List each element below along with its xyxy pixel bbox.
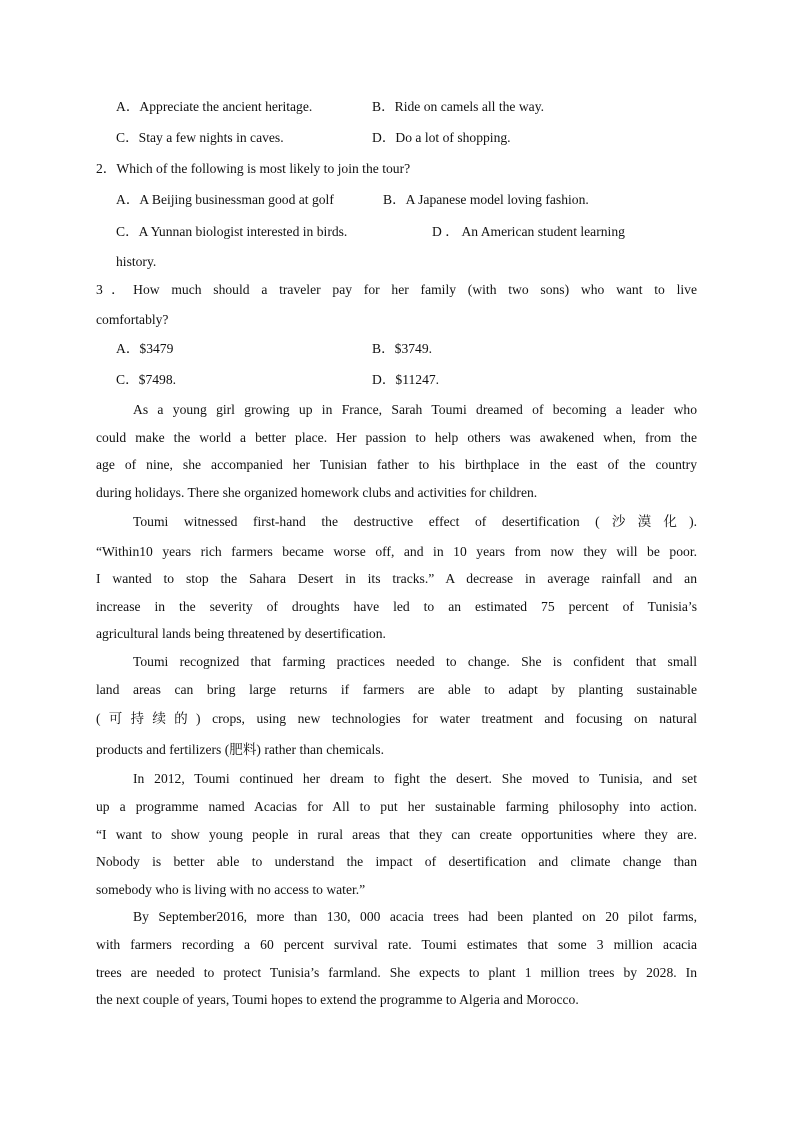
passage-p5-line-2: with farmers recording a 60 percent survival rate. Toumi estimates that some 3 million acacia <box>96 937 697 952</box>
q1-option-a: A．Appreciate the ancient heritage. <box>116 99 313 114</box>
passage-p1-line-3: age of nine, she accompanied her Tunisian father to his birthplace in the east of the country <box>96 457 697 472</box>
passage-p4-line-3: “I want to show young people in rural areas that they can create opportunities where they are. <box>96 827 697 842</box>
passage-p4-line-4: Nobody is better able to understand the impact of desertification and climate change than <box>96 854 697 869</box>
q3-option-c: C．$7498. <box>116 372 177 387</box>
passage-p5-line-1: By September2016, more than 130, 000 acacia trees had been planted on 20 pilot farms, <box>133 909 697 924</box>
passage-p4-line-1: In 2012, Toumi continued her dream to fight the desert. She moved to Tunisia, and set <box>133 771 697 786</box>
q3-stem-line-1: 3．How much should a traveler pay for her family (with two sons) who want to live <box>96 282 697 297</box>
q3-option-d: D．$11247. <box>372 372 440 387</box>
passage-p3-line-4: products and fertilizers (肥料) rather than chemicals. <box>96 742 384 757</box>
passage-p5-line-4: the next couple of years, Toumi hopes to extend the programme to Algeria and Morocco. <box>96 992 579 1007</box>
passage-p3-line-2: land areas can bring large returns if farmers are able to adapt by planting sustainable <box>96 682 697 697</box>
passage-p2-line-5: agricultural lands being threatened by desertification. <box>96 626 386 641</box>
q1-option-b: B．Ride on camels all the way. <box>372 99 545 114</box>
q2-option-b: B．A Japanese model loving fashion. <box>383 192 589 207</box>
q3-stem-line-2: comfortably? <box>96 312 169 327</box>
q2-stem: 2．Which of the following is most likely to join the tour? <box>96 161 411 176</box>
passage-p2-line-4: increase in the severity of droughts have led to an estimated 75 percent of Tunisia’s <box>96 599 697 614</box>
q1-option-d: D．Do a lot of shopping. <box>372 130 511 145</box>
q2-option-d-continued: history. <box>116 254 157 269</box>
passage-p5-line-3: trees are needed to protect Tunisia’s farmland. She expects to plant 1 million trees by 2028. In <box>96 965 697 980</box>
passage-p1-line-1: As a young girl growing up in France, Sarah Toumi dreamed of becoming a leader who <box>133 402 697 417</box>
q1-option-c: C．Stay a few nights in caves. <box>116 130 284 145</box>
passage-p2-line-1: Toumi witnessed first-hand the destructive effect of desertification (沙漠化). <box>133 514 697 529</box>
q3-option-b: B．$3749. <box>372 341 433 356</box>
passage-p1-line-2: could make the world a better place. Her passion to help others was awakened when, from the <box>96 430 697 445</box>
passage-p3-line-3: (可持续的) crops, using new technologies for water treatment and focusing on natural <box>96 711 697 726</box>
passage-p1-line-4: during holidays. There she organized homework clubs and activities for children. <box>96 485 538 500</box>
passage-p4-line-5: somebody who is living with no access to water.” <box>96 882 366 897</box>
q2-option-c: C．A Yunnan biologist interested in birds. <box>116 224 348 239</box>
q2-option-d: D ． An American student learning <box>432 224 625 239</box>
passage-p3-line-1: Toumi recognized that farming practices needed to change. She is confident that small <box>133 654 697 669</box>
q3-option-a: A．$3479 <box>116 341 174 356</box>
passage-p2-line-2: “Within10 years rich farmers became worse off, and in 10 years from now they will be poor. <box>96 544 697 559</box>
passage-p4-line-2: up a programme named Acacias for All to put her sustainable farming philosophy into action. <box>96 799 697 814</box>
q2-option-a: A．A Beijing businessman good at golf <box>116 192 334 207</box>
passage-p2-line-3: I wanted to stop the Sahara Desert in its tracks.” A decrease in average rainfall and an <box>96 571 697 586</box>
